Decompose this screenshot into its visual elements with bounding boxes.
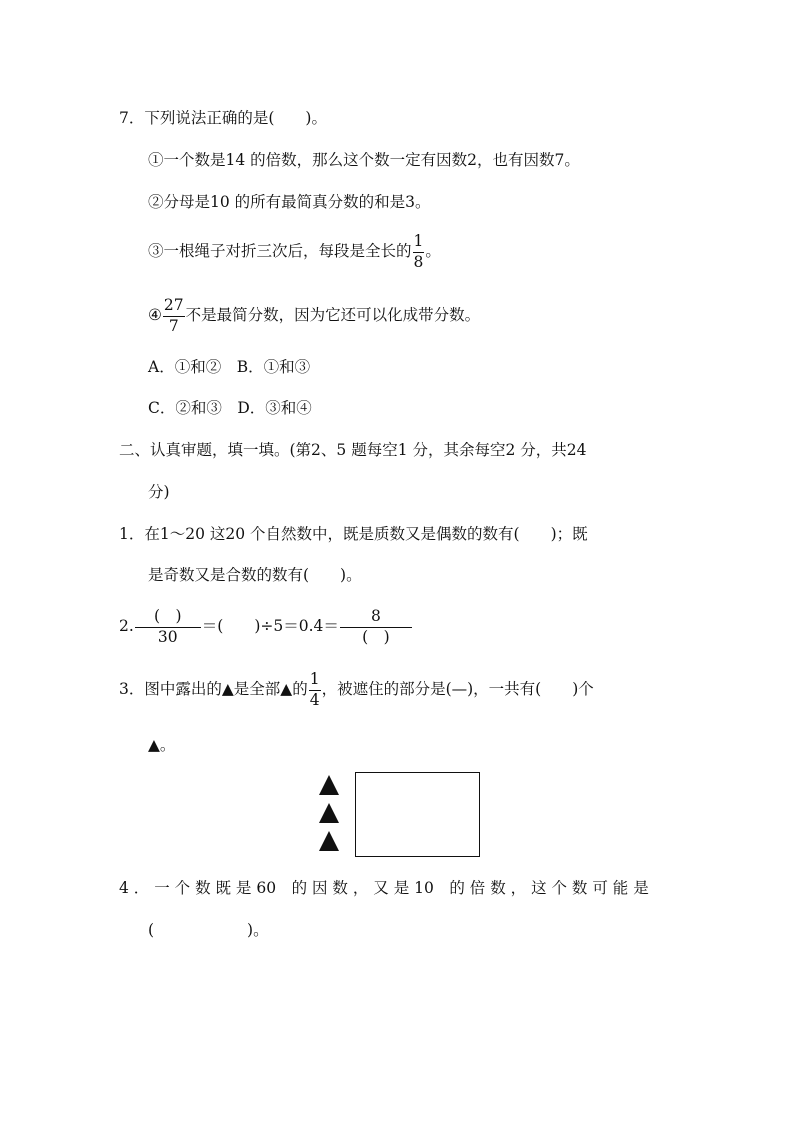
triangle-icon xyxy=(319,803,339,823)
fraction-numerator: 1 xyxy=(309,672,321,691)
fraction-denominator: 8 xyxy=(413,252,424,271)
problem-3-line-1 xyxy=(119,670,594,708)
covering-rectangle xyxy=(355,772,480,857)
fraction-blank-over-30 xyxy=(135,609,201,645)
fraction-denominator: 7 xyxy=(168,316,179,335)
section-2-title-cont: 分) xyxy=(148,483,170,501)
problem-3-line-2: ▲。 xyxy=(148,736,176,754)
section-2-title: 二、认真审题，填一填。(第2、5 题每空1 分，其余每空2 分，共24 xyxy=(119,441,587,459)
triangle-stack xyxy=(319,775,341,859)
q7-stem: 7．下列说法正确的是( )。 xyxy=(119,109,327,127)
fraction-numerator: 8 xyxy=(340,609,412,628)
problem-2-equation: ＝( )÷5＝0.4＝ xyxy=(201,617,339,635)
fraction-numerator: 27 xyxy=(163,298,185,317)
triangle-icon xyxy=(319,775,339,795)
q7-statement-4-circle: ④ xyxy=(148,306,162,324)
fraction-denominator: 4 xyxy=(309,690,320,709)
problem-3-text: 3．图中露出的▲是全部▲的 xyxy=(119,680,308,698)
problem-4-line-2: ( )。 xyxy=(148,921,269,939)
fraction-denominator: 30 xyxy=(157,627,178,646)
fraction-numerator: ( ) xyxy=(135,609,201,628)
problem-1-line-1: 1．在1～20 这20 个自然数中，既是质数又是偶数的数有( )；既 xyxy=(119,525,588,543)
problem-2 xyxy=(119,601,413,651)
q7-options-cd: C．②和③ D．③和④ xyxy=(148,399,312,417)
triangle-icon xyxy=(319,831,339,851)
fraction-8-over-blank xyxy=(340,609,412,645)
q7-statement-3 xyxy=(148,232,441,270)
problem-2-label: 2. xyxy=(119,617,134,635)
q7-statement-3-end: 。 xyxy=(425,242,441,260)
q7-options-ab: A．①和② B．①和③ xyxy=(148,358,311,376)
problem-1-line-2: 是奇数又是合数的数有( )。 xyxy=(148,566,362,584)
q7-statement-4-text: 不是最简分数，因为它还可以化成带分数。 xyxy=(185,306,481,324)
q7-statement-1: ①一个数是14 的倍数，那么这个数一定有因数2，也有因数7。 xyxy=(148,151,580,169)
fraction-denominator: ( ) xyxy=(362,627,390,646)
fraction-numerator: 1 xyxy=(413,234,425,253)
problem-3-text-end: ，被遮住的部分是(—)，一共有( )个 xyxy=(321,680,594,698)
q7-statement-4 xyxy=(148,296,480,334)
q7-statement-3-text: ③一根绳子对折三次后，每段是全长的 xyxy=(148,242,412,260)
problem-4-line-1: 4 ． 一 个 数 既 是 60 的 因 数 ， 又 是 10 的 倍 数 ， 这 个 数 可 能 是 xyxy=(119,879,649,897)
q7-statement-2: ②分母是10 的所有最简真分数的和是3。 xyxy=(148,193,431,211)
fraction-27-over-7 xyxy=(163,298,185,334)
fraction-one-quarter xyxy=(309,672,321,708)
fraction-one-eighth xyxy=(413,234,425,270)
